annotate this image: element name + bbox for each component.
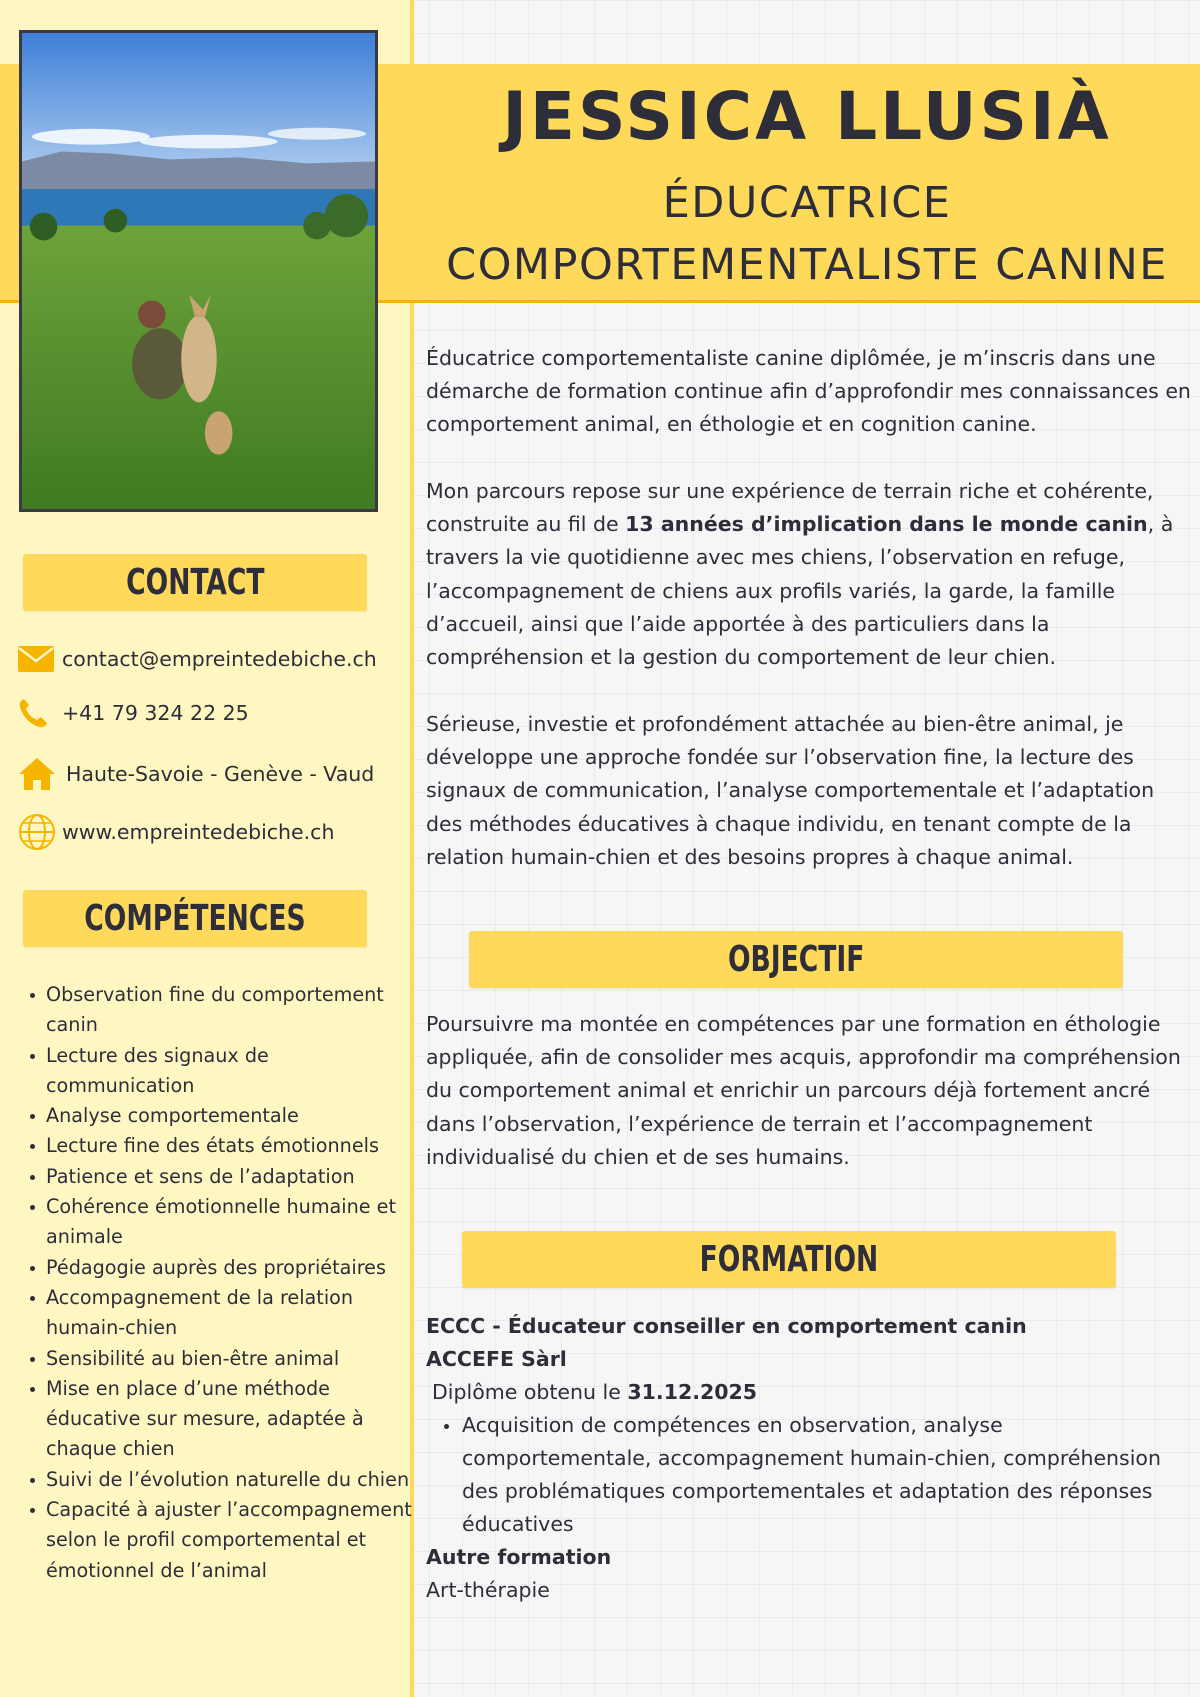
phone-icon <box>18 694 56 732</box>
formation-detail-list <box>462 1409 1196 1541</box>
skills-heading <box>23 890 367 947</box>
other-formation-value: Art-thérapie <box>426 1578 550 1602</box>
skill-item: Mise en place d’une méthode éducative sur mesure, adaptée à chaque chien <box>22 1374 417 1465</box>
person-name: JESSICA LLUSIÀ <box>502 78 1112 155</box>
formation-heading-text: FORMATION <box>699 1239 879 1280</box>
contact-website[interactable] <box>18 813 334 851</box>
contact-email[interactable] <box>18 640 377 678</box>
formation-diploma-date: 31.12.2025 <box>627 1380 758 1404</box>
skills-heading-text: COMPÉTENCES <box>84 898 306 939</box>
formation-diploma-prefix: Diplôme obtenu le <box>432 1380 628 1404</box>
formation-school: ACCEFE Sàrl <box>426 1347 567 1371</box>
skill-item: Observation fine du comportement canin <box>22 980 417 1041</box>
profile-paragraph-2-start: Mon parcours repose sur une expérience de terrain riche et cohérente, construite au fil de <box>426 479 1154 537</box>
skill-item: Sensibilité au bien-être animal <box>22 1344 417 1374</box>
skill-item: Cohérence émotionnelle humaine et animale <box>22 1192 417 1253</box>
contact-email-text[interactable]: contact@empreintedebiche.ch <box>62 647 377 671</box>
objective-heading-text: OBJECTIF <box>727 939 865 980</box>
skill-item: Suivi de l’évolution naturelle du chien <box>22 1465 417 1495</box>
profile-paragraph-2 <box>426 475 1191 674</box>
skill-item: Lecture des signaux de communication <box>22 1041 417 1102</box>
other-formation-title: Autre formation <box>426 1545 612 1569</box>
skills-list <box>22 980 417 1586</box>
skill-item: Analyse comportementale <box>22 1101 417 1131</box>
job-title-line-1: ÉDUCATRICE <box>662 178 952 228</box>
skill-item: Pédagogie auprès des propriétaires <box>22 1253 417 1283</box>
contact-phone[interactable] <box>18 694 249 732</box>
skill-item: Patience et sens de l’adaptation <box>22 1162 417 1192</box>
job-title <box>414 172 1200 296</box>
contact-heading-text: CONTACT <box>125 562 265 603</box>
contact-location-text: Haute-Savoie - Genève - Vaud <box>66 762 375 786</box>
formation-block <box>426 1310 1196 1607</box>
contact-heading <box>23 554 367 611</box>
contact-website-text[interactable]: www.empreintedebiche.ch <box>62 820 335 844</box>
skill-item: Lecture fine des états émotionnels <box>22 1131 417 1161</box>
formation-degree: ECCC - Éducateur conseiller en comportement canin <box>426 1314 1027 1338</box>
profile-paragraph-2-end: , à travers la vie quotidienne avec mes chiens, l’observation en refuge, l’accompagnement de chiens aux profils variés, la garde, la famille d’accueil, ainsi que l’aide apportée à des particuliers dans la compréhension et la gestion du comportement de leur chien. <box>426 512 1174 670</box>
job-title-line-2: COMPORTEMENTALISTE CANINE <box>446 240 1168 290</box>
formation-diploma <box>426 1376 1196 1409</box>
profile-photo <box>19 30 378 512</box>
contact-phone-text[interactable]: +41 79 324 22 25 <box>62 701 249 725</box>
profile-paragraph-1: Éducatrice comportementaliste canine diplômée, je m’inscris dans une démarche de formation continue afin d’approfondir mes connaissances en comportement animal, en éthologie et en cognition canine. <box>426 346 1191 437</box>
objective-heading <box>469 931 1123 988</box>
home-icon <box>18 755 56 793</box>
formation-heading <box>462 1231 1116 1288</box>
skill-item: Accompagnement de la relation humain-chien <box>22 1283 417 1344</box>
profile-paragraph-3: Sérieuse, investie et profondément attachée au bien-être animal, je développe une approche fondée sur l’observation fine, la lecture des signaux de communication, l’analyse comportementale et l’adaptation des méthodes éducatives à chaque individu, en tenant compte de la relation humain-chien et des besoins propres à chaque animal. <box>426 712 1155 869</box>
formation-detail-item: Acquisition de compétences en observation, analyse comportementale, accompagnement humain-chien, compréhension des problématiques comportementales et adaptation des réponses éducatives <box>462 1409 1196 1541</box>
objective-text: Poursuivre ma montée en compétences par une formation en éthologie appliquée, afin de consolider mes acquis, approfondir ma compréhension du comportement animal et enrichir un parcours déjà fortement ancré dans l’observation, l’expérience de terrain et l’accompagnement individualisé du chien et de ses humains. <box>426 1012 1181 1169</box>
profile-paragraph-2-highlight: 13 années d’implication dans le monde canin <box>625 512 1148 537</box>
envelope-icon <box>18 640 56 678</box>
contact-location <box>18 755 374 793</box>
globe-icon <box>18 813 56 851</box>
skill-item: Capacité à ajuster l’accompagnement selon le profil comportemental et émotionnel de l’animal <box>22 1495 417 1586</box>
